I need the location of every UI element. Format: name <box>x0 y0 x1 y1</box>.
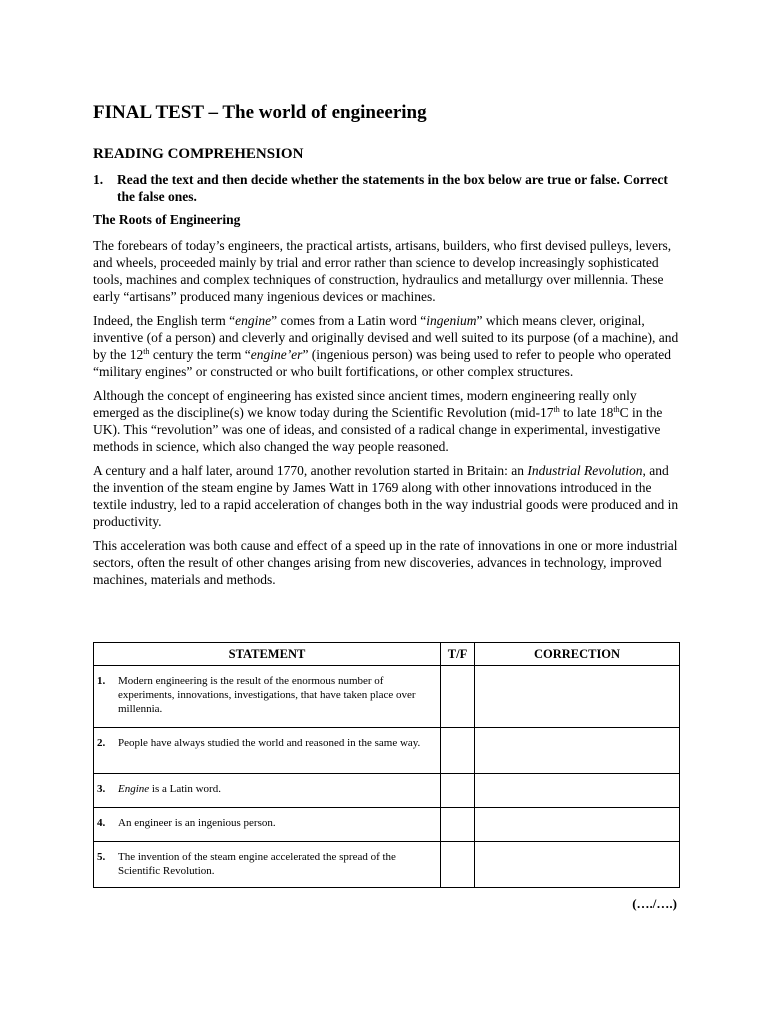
ordinal-suffix: th <box>613 405 620 414</box>
statement-cell <box>94 808 441 842</box>
task-text: Read the text and then decide whether the statements in the box below are true or false. Correct the false ones. <box>117 172 668 204</box>
row-number: 1. <box>97 675 106 687</box>
row-number: 2. <box>97 737 106 749</box>
header-statement: STATEMENT <box>94 643 441 666</box>
text-run: ” which means clever, original, inventive (of a person) and cleverly and originally devised and well suited to its purpose (of a machine), and by the 12 <box>93 313 679 362</box>
correction-answer-cell[interactable] <box>475 728 680 774</box>
row-number: 4. <box>97 817 106 829</box>
text-run: century the term “ <box>149 347 251 362</box>
paragraph-1: The forebears of today’s engineers, the practical artists, artisans, builders, who first devised pulleys, levers, and wheels, proceeded mainly by trial and error rather than science to develop increasingly sophisticated tools, machines and complex techniques of construction, hydraulics and metallurgy over millennia. These early “artisans” produced many ingenious devices or machines. <box>93 238 672 304</box>
correction-answer-cell[interactable] <box>475 842 680 888</box>
statement-text: People have always studied the world and reasoned in the same way. <box>118 737 421 749</box>
text-run: , and the invention of the steam engine by James Watt in 1769 along with other innovations introduced in the textile industry, led to a rapid acceleration of changes both in the way industrial goods were produced and in productivity. <box>93 463 679 529</box>
statement-term: Engine <box>118 783 150 795</box>
header-correction: CORRECTION <box>475 643 680 666</box>
tf-answer-cell[interactable] <box>441 728 475 774</box>
text-run: ” (ingenious person) was being used to refer to people who operated “military engines” or constructed or who built fortifications, or other complex structures. <box>93 347 671 379</box>
table-header-row <box>94 643 680 666</box>
reading-text <box>93 237 683 595</box>
text-subheading: The Roots of Engineering <box>93 212 241 227</box>
page-title: FINAL TEST – The world of engineering <box>93 102 427 123</box>
correction-answer-cell[interactable] <box>475 774 680 808</box>
statement-cell <box>94 842 441 888</box>
statement-cell <box>94 774 441 808</box>
statement-cell <box>94 728 441 774</box>
table-row <box>94 808 680 842</box>
row-number: 5. <box>97 851 106 863</box>
text-run: ” comes from a Latin word “ <box>271 313 427 328</box>
statements-table <box>93 642 680 888</box>
table-row <box>94 666 680 728</box>
ordinal-suffix: th <box>553 405 560 414</box>
term-ingenium: ingenium <box>426 313 477 328</box>
statement-text: An engineer is an ingenious person. <box>118 817 276 829</box>
paragraph-2 <box>93 312 683 380</box>
table-row <box>94 842 680 888</box>
task-number: 1. <box>93 172 104 187</box>
correction-answer-cell[interactable] <box>475 666 680 728</box>
tf-answer-cell[interactable] <box>441 808 475 842</box>
text-run: A century and a half later, around 1770, another revolution started in Britain: an <box>93 463 528 478</box>
score-field: (…./….) <box>632 896 677 911</box>
row-number: 3. <box>97 783 106 795</box>
term-industrial-revolution: Industrial Revolution <box>527 463 643 478</box>
tf-answer-cell[interactable] <box>441 666 475 728</box>
tf-answer-cell[interactable] <box>441 842 475 888</box>
paragraph-3 <box>93 387 683 455</box>
header-tf: T/F <box>441 643 475 666</box>
tf-answer-cell[interactable] <box>441 774 475 808</box>
table-row <box>94 728 680 774</box>
text-run: Although the concept of engineering has existed since ancient times, modern engineering really only emerged as the discipline(s) we know today during the Scientific Revolution (mid-17 <box>93 388 637 420</box>
paragraph-4 <box>93 462 683 530</box>
text-run: to late 18 <box>559 405 614 420</box>
statement-text: Modern engineering is the result of the enormous number of experiments, innovations, investigations, that have taken place over millennia. <box>118 675 416 715</box>
paragraph-5: This acceleration was both cause and effect of a speed up in the rate of innovations in one or more industrial sectors, often the result of other changes arising from new discoveries, advances in technology, improved machines, materials and methods. <box>93 538 678 587</box>
task-instruction <box>93 171 683 205</box>
table-row <box>94 774 680 808</box>
section-heading: READING COMPREHENSION <box>93 146 304 162</box>
text-run: C in the UK). This “revolution” was one of ideas, and consisted of a radical change in experimental, investigative methods in science, which also changed the way people reasoned. <box>93 405 663 454</box>
statement-text: The invention of the steam engine accelerated the spread of the Scientific Revolution. <box>118 851 396 877</box>
term-engineer: engine’er <box>250 347 303 362</box>
statement-text: is a Latin word. <box>149 783 221 795</box>
text-run: Indeed, the English term “ <box>93 313 236 328</box>
ordinal-suffix: th <box>143 347 150 356</box>
statement-cell <box>94 666 441 728</box>
correction-answer-cell[interactable] <box>475 808 680 842</box>
term-engine: engine <box>235 313 272 328</box>
